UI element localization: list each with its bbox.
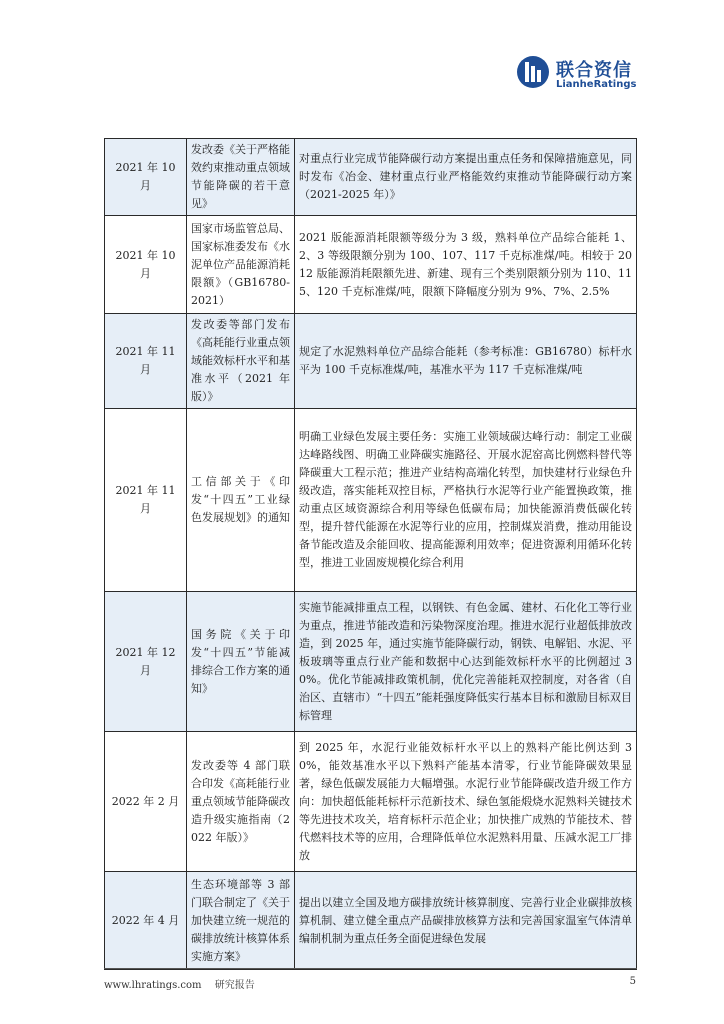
logo-chinese-name: 联合资信 — [556, 60, 632, 81]
content-cell: 明确工业绿色发展主要任务：实施工业领域碳达峰行动：制定工业碳达峰路线图、明确工业降碳实施路径、开展水泥窑高比例燃料替代等降碳重大工程示范；推进产业结构高端化转型，加快建材行业绿色升级改造，落实能耗双控目标，严格执行水泥等行业产能置换政策，推动重点区域资源综合利用等绿色低碳布局；加快能源消费低碳化转型，提升替代能源在水泥等行业的应用，控制煤炭消费，推动用能设备节能改造及余能回收、提高能源利用效率；促进资源利用循环化转型，推进工业固废规模化综合利用 — [295, 409, 637, 592]
footer-left — [104, 976, 265, 991]
table-row — [105, 216, 637, 314]
issuer-cell: 生态环境部等 3 部门联合制定了《关于加快建立统一规范的碳排放统计核算体系实施方案》 — [187, 872, 295, 970]
table-row — [105, 139, 637, 216]
content-cell: 实施节能减排重点工程，以钢铁、有色金属、建材、石化化工等行业为重点，推进节能改造和污染物深度治理。推进水泥行业超低排放改造，到 2025 年，通过实施节能降碳行动，钢铁、电解铝、水泥、平板玻璃等重点行业产能和数据中心达到能效标杆水平的比例超过 30%。优化节能减排政策机制，优化完善能耗双控制度，对各省（自治区、直辖市）“十四五”能耗强度降低实行基本目标和激励目标双目标管理 — [295, 592, 637, 732]
table-row — [105, 314, 637, 409]
table-row — [105, 732, 637, 872]
footer-website-link[interactable]: www.lhratings.com — [104, 980, 202, 991]
page-number: 5 — [629, 976, 636, 987]
date-cell: 2021 年 11 月 — [105, 314, 187, 409]
logo-english-name: LianheRatings — [556, 79, 637, 90]
table-row — [105, 409, 637, 592]
content-cell: 规定了水泥熟料单位产品综合能耗（参考标准：GB16780）标杆水平为 100 千克标准煤/吨，基准水平为 117 千克标准煤/吨 — [295, 314, 637, 409]
content-cell: 2021 版能源消耗限额等级分为 3 级，熟料单位产品综合能耗 1、2、3 等级限额分别为 100、107、117 千克标准煤/吨。相较于 2012 版能源消耗限额先进、新建、现有三个类别限额分别为 110、115、120 千克标准煤/吨，限额下降幅度分别为 9%、7%、2.5% — [295, 216, 637, 314]
issuer-cell: 发改委等部门发布《高耗能行业重点领域能效标杆水平和基准水平（2021 年版）》 — [187, 314, 295, 409]
policy-table — [104, 138, 637, 970]
date-cell: 2021 年 10 月 — [105, 216, 187, 314]
issuer-cell: 发改委《关于严格能效约束推动重点领域节能降碳的若干意见》 — [187, 139, 295, 216]
content-cell: 对重点行业完成节能降碳行动方案提出重点任务和保障措施意见，同时发布《冶金、建材重点行业严格能效约束推动节能降碳行动方案（2021-2025 年）》 — [295, 139, 637, 216]
table-row — [105, 872, 637, 970]
table-row — [105, 592, 637, 732]
lianhe-logo-icon — [516, 55, 550, 89]
date-cell: 2021 年 12 月 — [105, 592, 187, 732]
issuer-cell: 工信部关于《印发“十四五”工业绿色发展规划》的通知 — [187, 409, 295, 592]
content-cell: 到 2025 年，水泥行业能效标杆水平以上的熟料产能比例达到 30%，能效基准水平以下熟料产能基本清零，行业节能降碳效果显著，绿色低碳发展能力大幅增强。水泥行业节能降碳改造升级工作方向：加快超低能耗标杆示范新技术、绿色氢能煅烧水泥熟料关键技术等先进技术攻关，培育标杆示范企业；加快推广成熟的节能技术、替代燃料技术等的应用，合理降低单位水泥熟料用量、压减水泥工厂排放 — [295, 732, 637, 872]
date-cell: 2021 年 10 月 — [105, 139, 187, 216]
issuer-cell: 发改委等 4 部门联合印发《高耗能行业重点领域节能降碳改造升级实施指南（2022 年版）》 — [187, 732, 295, 872]
policy-table-body — [105, 139, 637, 970]
lianhe-logo — [516, 55, 656, 95]
footer-divider — [104, 968, 637, 969]
date-cell: 2021 年 11 月 — [105, 409, 187, 592]
footer-doc-type: 研究报告 — [214, 980, 255, 991]
date-cell: 2022 年 4 月 — [105, 872, 187, 970]
issuer-cell: 国务院《关于印发“十四五”节能减排综合工作方案的通知》 — [187, 592, 295, 732]
issuer-cell: 国家市场监管总局、国家标准委发布《水泥单位产品能源消耗限额》（GB16780-2021） — [187, 216, 295, 314]
date-cell: 2022 年 2 月 — [105, 732, 187, 872]
content-cell: 提出以建立全国及地方碳排放统计核算制度、完善行业企业碳排放核算机制、建立健全重点产品碳排放核算方法和完善国家温室气体清单编制机制为重点任务全面促进绿色发展 — [295, 872, 637, 970]
